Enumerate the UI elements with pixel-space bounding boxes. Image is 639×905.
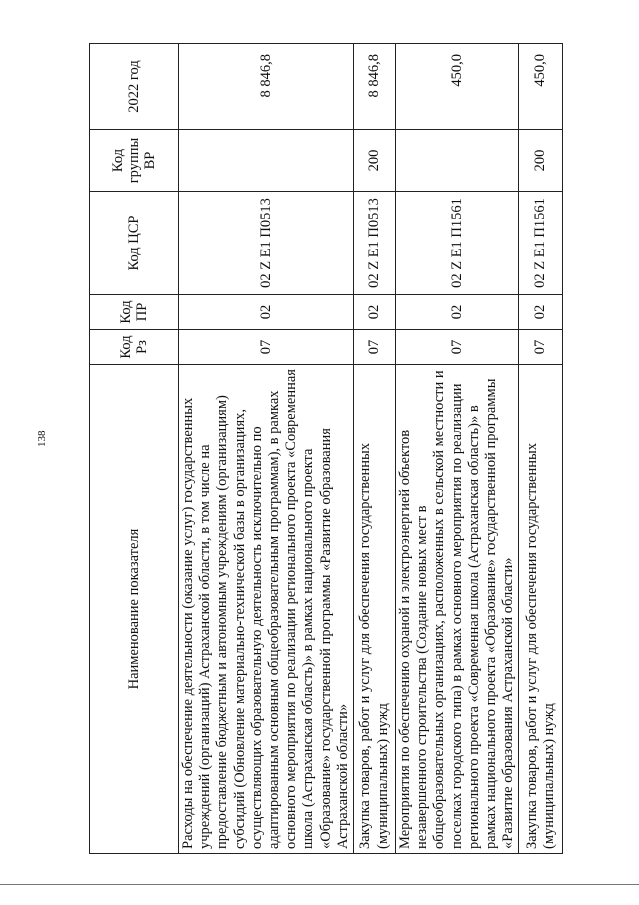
table-row [179,44,354,854]
header-pr: Код ПР [90,295,179,330]
row-csr: 02 Z E1 П0513 [354,192,396,295]
row-name: Расходы на обеспечение деятельности (оказание услуг) государственных учреждений (организаций) Астраханской области, в том числе на предоставление бюджетным и автономным учреждениям (организациям) субсидий (Обновление материально-технической базы в организациях, осуществляющих образовательную деятельность исключительно по адаптированным основным общеобразовательным программам), в рамках основного мероприятия по реализации регионального проекта «Современная школа (Астраханская область)» в рамках национального проекта «Образование» государственной программы «Развитие образования Астраханской области» [179,365,354,854]
header-rz: Код Рз [90,330,179,365]
row-name: Закупка товаров, работ и услуг для обеспечения государственных (муниципальных) нужд [354,365,396,854]
table-row [354,44,396,854]
table-header-row [90,44,179,854]
page-number: 138 [36,430,48,447]
row-csr: 02 Z E1 П0513 [179,192,354,295]
row-value: 450,0 [396,44,519,130]
table-row [396,44,519,854]
table-row [519,44,563,854]
row-rz: 07 [519,330,563,365]
row-vr: 200 [519,130,563,192]
page-bottom-divider [0,884,639,885]
row-vr [396,130,519,192]
row-value: 8 846,8 [354,44,396,130]
row-csr: 02 Z E1 П1561 [519,192,563,295]
header-csr: Код ЦСР [90,192,179,295]
row-vr: 200 [354,130,396,192]
header-name: Наименование показателя [90,365,179,854]
rotated-page [89,44,557,854]
row-value: 450,0 [519,44,563,130]
row-rz: 07 [179,330,354,365]
row-csr: 02 Z E1 П1561 [396,192,519,295]
row-pr: 02 [354,295,396,330]
row-name: Мероприятия по обеспечению охраной и электроэнергией объектов незавершенного строительства (Создание новых мест в общеобразовательных организациях, расположенных в сельской местности и поселках городского типа) в рамках основного мероприятия по реализации регионального проекта «Современная школа (Астраханская область)» в рамках национального проекта «Образование» государственной программы «Развитие образования Астраханской области» [396,365,519,854]
row-pr: 02 [179,295,354,330]
header-vr: Код группы ВР [90,130,179,192]
budget-table [89,43,563,854]
row-pr: 02 [396,295,519,330]
row-pr: 02 [519,295,563,330]
row-vr [179,130,354,192]
row-rz: 07 [354,330,396,365]
row-rz: 07 [396,330,519,365]
row-name: Закупка товаров, работ и услуг для обеспечения государственных (муниципальных) нужд [519,365,563,854]
header-year: 2022 год [90,44,179,130]
row-value: 8 846,8 [179,44,354,130]
